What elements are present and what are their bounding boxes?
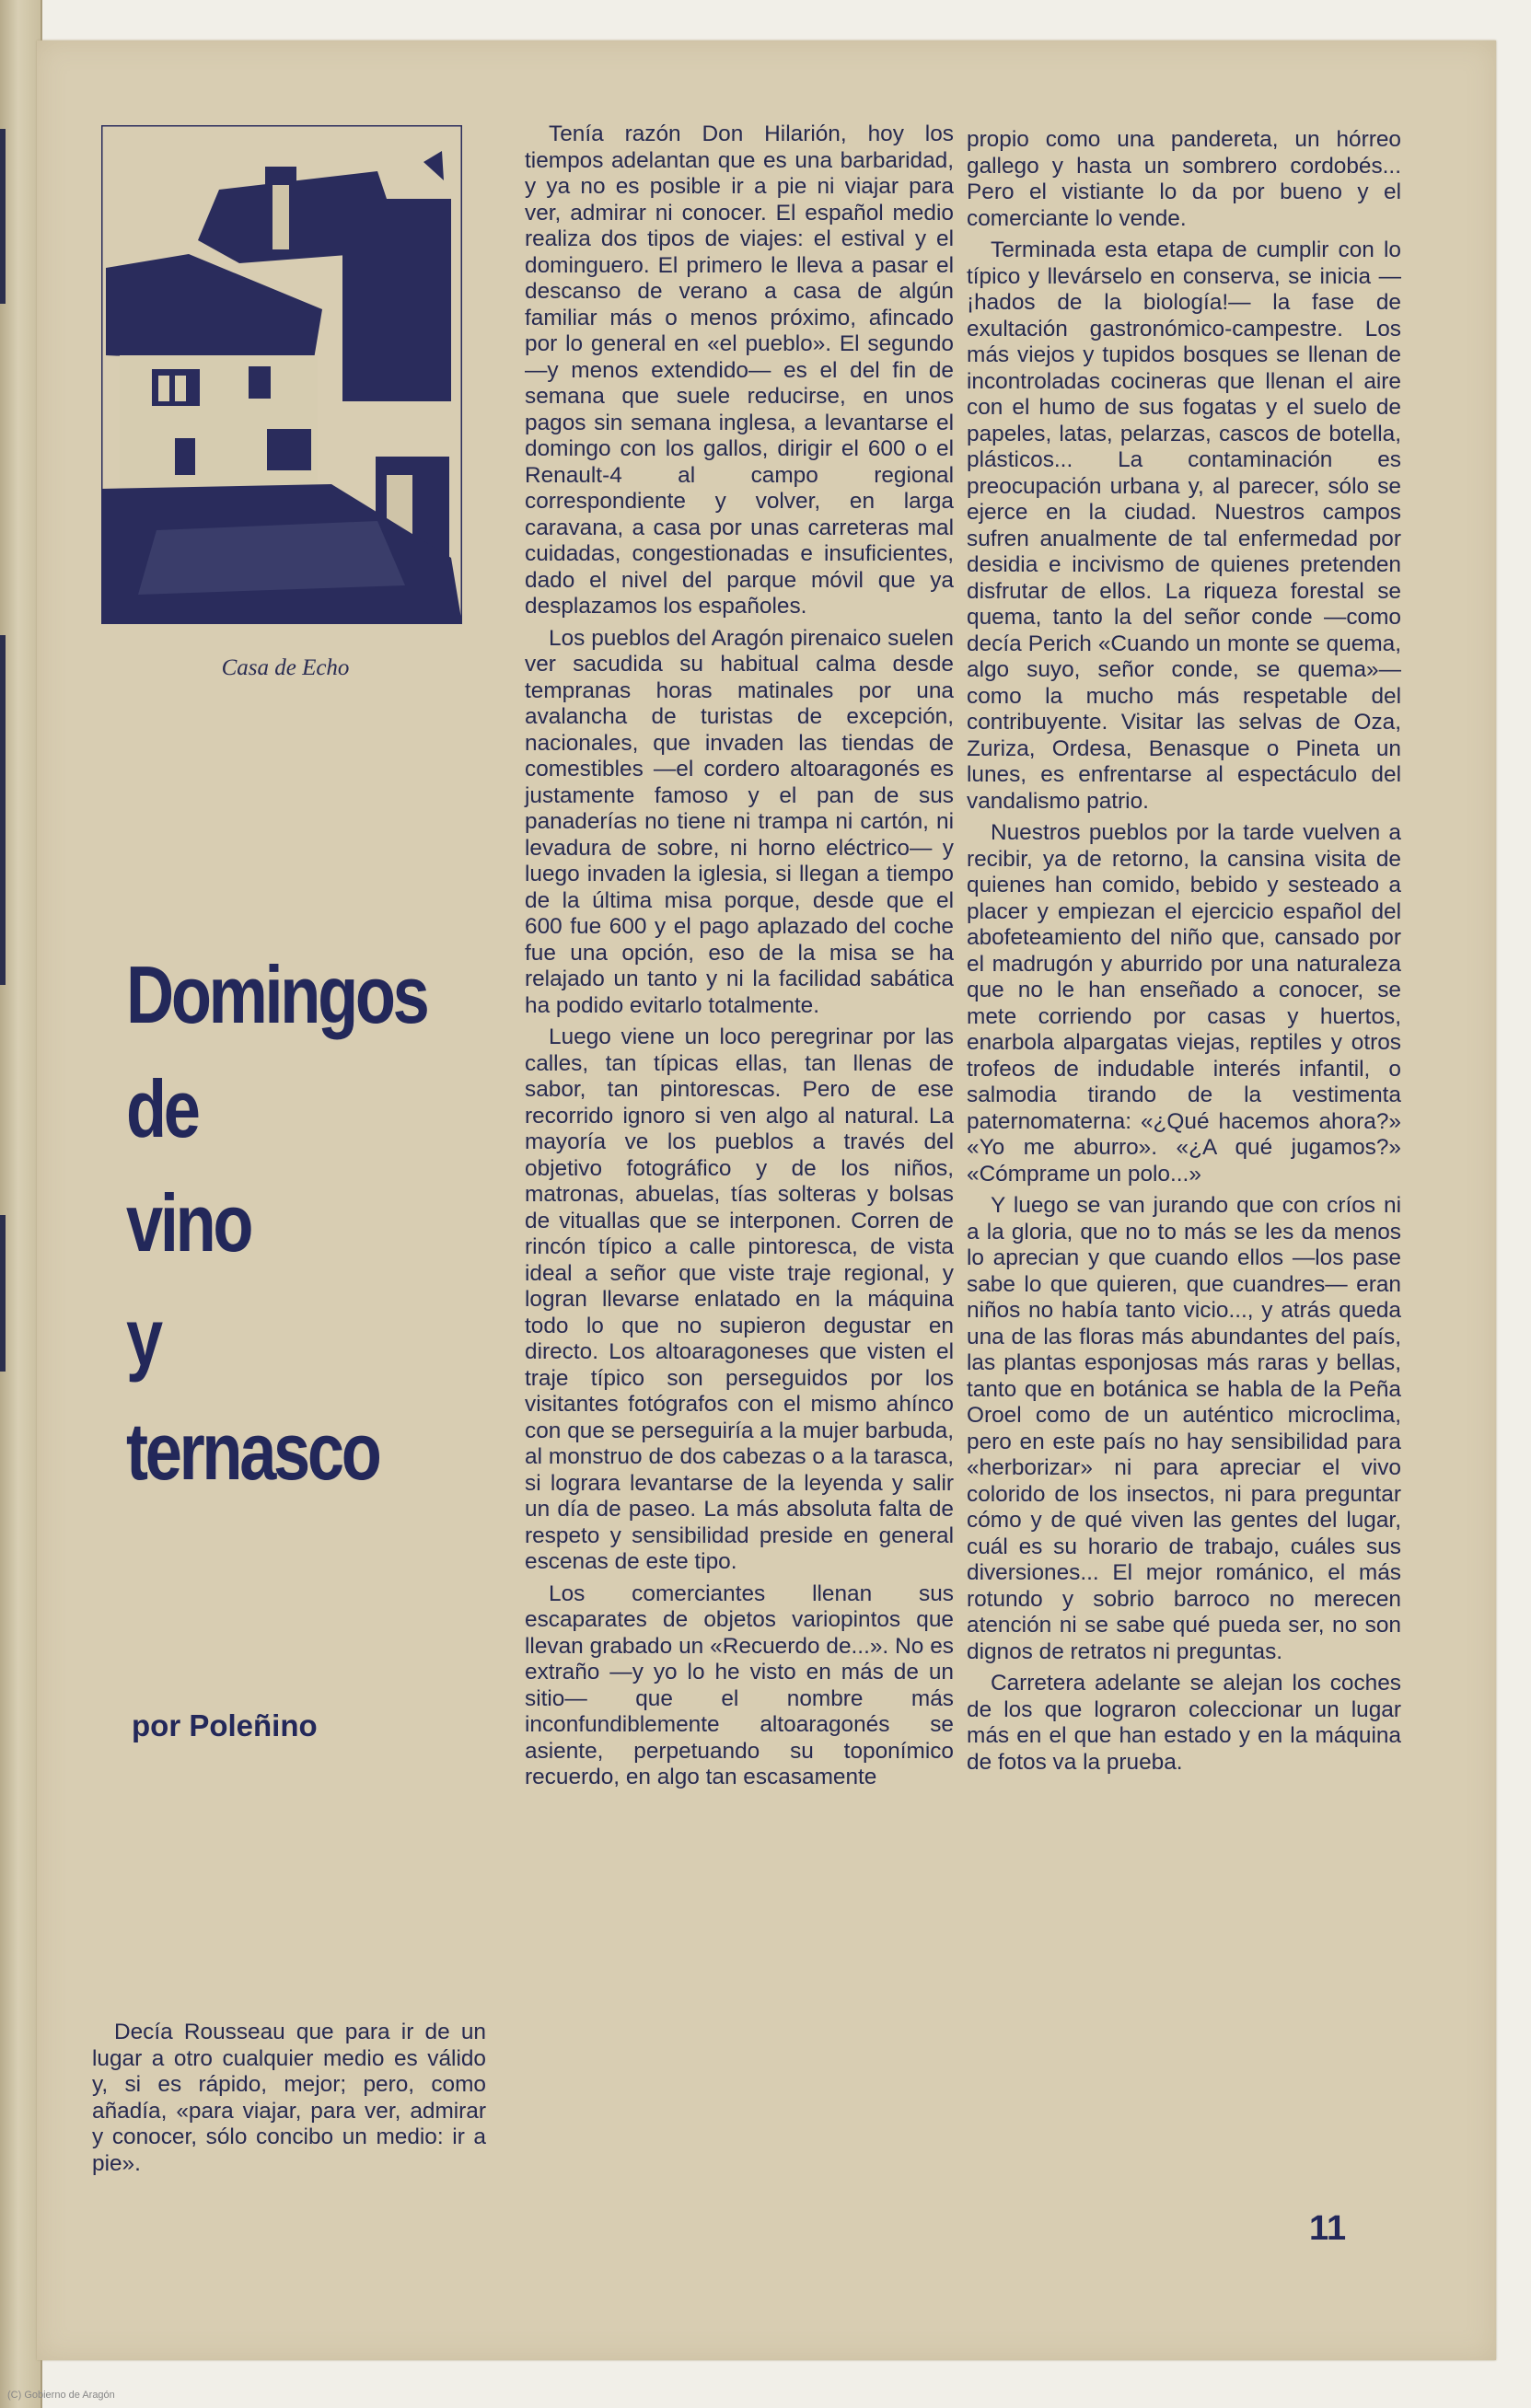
paragraph: propio como una pandereta, un hórreo gallego y hasta un sombrero cordobés... Pero el vistiante lo da por bueno y el comerciante lo vende. [967,127,1401,231]
title-line: vino [126,1177,251,1268]
paragraph: Luego viene un loco peregrinar por las calles, tan típicas ellas, tan llenas de sabor, tan pintorescas. Pero de ese recorrido ignoro si ven algo al natural. La mayoría ve los pueblos a través del objetivo fotográfico y de los niños, matronas, abuelas, tías solteras y bolsas de vituallas que se interponen. Corren de rincón típico a calle pintoresca, de vista ideal a señor que viste traje regional, y logran llevarse enlatado en la máquina todo lo que no supieron degustar en directo. Los altoaragoneses que visten el traje típico son perseguidos por los visitantes fotógrafos con el mismo ahínco con que se perseguiría a la mujer barbuda, al monstruo de dos cabezas o a la tarasca, si lograra levantarse de la leyenda y salir un día de paseo. La más absoluta falta de respeto y sensibilidad preside en general escenas de este tipo. [525,1025,954,1574]
spine-mark [0,635,6,985]
paragraph: Nuestros pueblos por la tarde vuelven a recibir, ya de retorno, la cansina visita de quienes han comido, bebido y sesteado a placer y empiezan el ejercicio español del abofeteamiento del niño que, cansado por el madrugón y aburrido por una naturaleza que no le han enseñado a conocer, se mete corriendo por casas y huertos, enarbola alpargatas viejas, reptiles y otros trofeos de indudable interés infantil, o salmodia tirando de la vestimenta paternomaterna: «¿Qué hacemos ahora?» «Yo me aburro». «¿A qué jugamos?» «Cómprame un polo...» [967,820,1401,1187]
title-line: ternasco [126,1406,379,1497]
paragraph: Terminada esta etapa de cumplir con lo típico y llevárselo en conserva, se inicia —¡hados de la biología!— la fase de exultación gastronómico-campestre. Los más viejos y tupidos bosques se llenan de incontroladas cocineras que llenan el aire con el humo de sus fogatas y el suelo de papeles, latas, pelarzas, cascos de botella, plásticos... La contaminación es preocupación urbana y, al parecer, sólo se ejerce en la ciudad. Nuestros campos sufren anualmente de tal enfermedad por desidia e incivismo de quienes pretenden disfrutar de ellos. La riqueza forestal se quema, tanto la del señor conde —como decía Perich «Cuando un monte se quema, algo suyo, señor conde, se quema»— como la mucho más respetable del contribuyente. Visitar las selvas de Oza, Zuriza, Ordesa, Benasque o Pineta un lunes, es enfrentarse al espectáculo del vandalismo patrio. [967,237,1401,814]
article-title [126,938,427,1509]
paragraph: Los pueblos del Aragón pirenaico suelen ver sacudida su habitual calma desde tempranas horas matinales por una avalancha de turistas de excepción, nacionales, que invaden las tiendas de comestibles —el cordero altoaragonés es justamente famoso y el pan de sus panaderías no tiene ni trampa ni cartón, ni levadura de sobre, ni horno eléctrico— y luego invaden la iglesia, si llegan a tiempo de la última misa porque, desde que el 600 fue 600 y el pago aplazado del coche fue una opción, eso de la misa se ha relajado un tanto y ni la facilidad sabática ha podido evitarlo totalmente. [525,625,954,1018]
spine-mark [0,129,6,304]
paragraph: Tenía razón Don Hilarión, hoy los tiempos adelantan que es una barbaridad, y ya no es posible ir a pie ni viajar para ver, admirar ni conocer. El español medio realiza dos tipos de viajes: el estival y el dominguero. El primero le lleva a pasar el descanso de verano a casa de algún familiar más o menos próximo, afincado por lo general en «el pueblo». El segundo —y menos extendido— es el del fin de semana que suele reducirse, en unos pagos sin semana inglesa, a levantarse el domingo con los gallos, dirigir el 600 o el Renault-4 al campo regional correspondiente y volver, en larga caravana, a casa por unas carreteras mal cuidadas, congestionadas e insuficientes, dado el nivel del parque móvil que ya desplazamos los españoles. [525,122,954,619]
intro-quote [92,2020,486,2177]
magazine-page [37,41,1496,2360]
title-line: Domingos [126,949,427,1040]
intro-paragraph: Decía Rousseau que para ir de un lugar a otro cualquier medio es válido y, si es rápido, mejor; pero, como añadía, «para viajar, para ver, admirar y conocer, sólo concibo un medio: ir a pie». [92,2020,486,2176]
page-number: 11 [1309,2209,1347,2248]
copyright-credit: (C) Gobierno de Aragón [7,2390,115,2401]
house-photo [101,125,462,624]
title-line: de [126,1063,198,1154]
title-line: y [126,1291,160,1383]
paragraph: Los comerciantes llenan sus escaparates de objetos variopintos que llevan grabado un «Recuerdo de...». No es extraño —y yo lo he visto en más de un sitio— que el nombre más inconfundiblemente altoaragonés se asiente, perpetuando su toponímico recuerdo, en algo tan escasamente [525,1580,954,1789]
text-column-2 [967,127,1401,1776]
photo-caption: Casa de Echo [221,655,350,680]
paragraph: Carretera adelante se alejan los coches de los que lograron coleccionar un lugar más en el que han estado y en la máquina de fotos va la prueba. [967,1671,1401,1775]
paragraph: Y luego se van jurando que con críos ni a la gloria, que no to más se les da menos lo aprecian y que cuando ellos —los pase sabe lo que quieren, que cuandres— eran niños no había tanto vicio..., y atrás queda una de las floras más abundantes del país, las plantas esponjosas más raras y bellas, tanto que en botánica se habla de la Peña Oroel como de un auténtico microclima, pero en este país no hay sensibilidad para «herborizar» ni para apreciar el vivo colorido de los insectos, ni para preguntar cómo y de qué viven las gentes del lugar, cuál es su horario de trabajo, cuáles sus diversiones... El mejor románico, el más rotundo y sobrio barroco no merecen atención ni se sabe qué pueda ser, no son dignos de retratos ni preguntas. [967,1193,1401,1664]
author-byline: por Poleñino [132,1708,318,1742]
text-column-1 [525,122,954,1791]
spine-mark [0,1215,6,1372]
